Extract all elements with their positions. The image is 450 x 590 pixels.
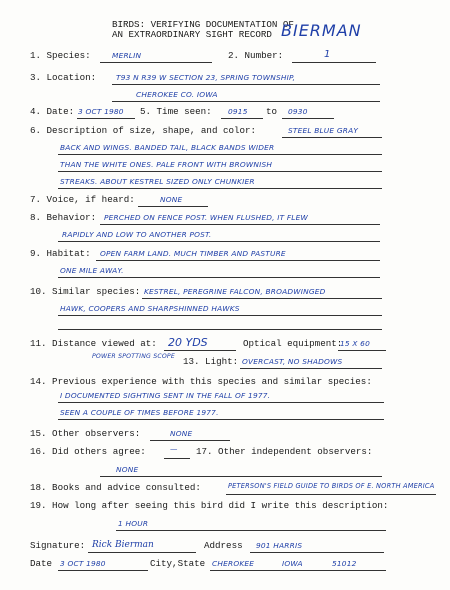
independent-value: NONE (116, 465, 139, 474)
behavior-label: 8. Behavior: (30, 212, 97, 223)
light-underline (240, 368, 382, 369)
location-underline-2 (112, 101, 380, 102)
others-agree-value: — (170, 445, 178, 454)
time-to-value: 0930 (288, 107, 308, 116)
location-underline-1 (112, 84, 380, 85)
behavior-underline-2 (58, 241, 380, 242)
description-underline-3 (58, 171, 382, 172)
how-long-value: 1 HOUR (118, 519, 149, 528)
experience-value-line2: SEEN A COUPLE OF TIMES BEFORE 1977. (60, 408, 219, 417)
description-value-line3: THAN THE WHITE ONES. PALE FRONT WITH BROWNISH (60, 160, 273, 169)
similar-underline-1 (142, 298, 382, 299)
description-underline-4 (58, 188, 382, 189)
description-underline-2 (58, 154, 382, 155)
author-name: BIERMAN (281, 21, 362, 40)
optical-value-line2: POWER SPOTTING SCOPE (92, 353, 175, 360)
habitat-underline-1 (96, 260, 380, 261)
time-to-underline (282, 118, 334, 119)
optical-underline (338, 350, 386, 351)
optical-value: 15 X 60 (340, 339, 370, 348)
location-label: 3. Location: (30, 72, 97, 83)
voice-value: NONE (160, 195, 183, 204)
books-label: 18. Books and advice consulted: (30, 482, 201, 493)
habitat-value-line2: ONE MILE AWAY. (60, 266, 124, 275)
location-value-line2: CHEROKEE CO. IOWA (136, 90, 218, 99)
others-agree-underline (164, 458, 190, 459)
time-from-underline (221, 118, 263, 119)
species-value: MERLIN (112, 51, 142, 60)
others-agree-label: 16. Did others agree: (30, 446, 146, 457)
similar-underline-3 (58, 329, 382, 330)
similar-underline-2 (58, 315, 382, 316)
how-long-label: 19. How long after seeing this bird did I write this description: (30, 500, 389, 511)
time-to-label: to (266, 106, 278, 117)
experience-underline-1 (58, 402, 384, 403)
location-value-line1: T93 N R39 W SECTION 23, SPRING TOWNSHIP, (116, 73, 296, 82)
habitat-value-line1: OPEN FARM LAND. MUCH TIMBER AND PASTURE (100, 249, 286, 258)
date2-label: Date (30, 558, 53, 569)
voice-label: 7. Voice, if heard: (30, 194, 135, 205)
similar-label: 10. Similar species: (30, 286, 141, 297)
distance-value: 20 YDS (168, 336, 208, 349)
time-from-value: 0915 (228, 107, 248, 116)
address-value: 901 HARRIS (256, 541, 303, 550)
date-label: 4. Date: (30, 106, 75, 117)
experience-value-line1: I DOCUMENTED SIGHTING SENT IN THE FALL OF 1977. (60, 391, 271, 400)
behavior-value-line2: RAPIDLY AND LOW TO ANOTHER POST. (62, 230, 212, 239)
number-label: 2. Number: (228, 50, 284, 61)
behavior-value-line1: PERCHED ON FENCE POST. WHEN FLUSHED, IT FLEW (104, 213, 309, 222)
date2-underline (58, 570, 148, 571)
signature-label: Signature: (30, 540, 86, 551)
books-value: PETERSON'S FIELD GUIDE TO BIRDS OF E. NORTH AMERICA (228, 482, 435, 490)
description-value-line1: STEEL BLUE GRAY (288, 126, 359, 135)
description-value-line2: BACK AND WINGS. BANDED TAIL, BLACK BANDS WIDER (60, 143, 275, 152)
signature-underline (88, 552, 196, 553)
observers-underline (150, 440, 230, 441)
independent-underline (100, 476, 382, 477)
form-title-line1: BIRDS: VERIFYING DOCUMENTATION OF (112, 19, 294, 30)
description-underline-1 (282, 137, 382, 138)
zip-value: 51012 (332, 559, 357, 568)
number-underline (292, 62, 376, 63)
date2-value: 3 OCT 1980 (60, 559, 106, 568)
signature-value: Rick Bierman (92, 540, 154, 550)
books-underline (226, 494, 436, 495)
observers-label: 15. Other observers: (30, 428, 141, 439)
distance-label: 11. Distance viewed at: (30, 338, 157, 349)
habitat-label: 9. Habitat: (30, 248, 91, 259)
address-underline (250, 552, 384, 553)
light-label: 13. Light: (183, 356, 239, 367)
experience-underline-2 (58, 419, 384, 420)
how-long-underline (116, 530, 386, 531)
city-value: CHEROKEE (212, 559, 255, 568)
voice-underline (138, 206, 208, 207)
observers-value: NONE (170, 429, 193, 438)
citystate-underline (210, 570, 386, 571)
time-label: 5. Time seen: (140, 106, 212, 117)
address-label: Address (204, 540, 243, 551)
number-value: 1 (324, 49, 331, 60)
similar-value-line2: HAWK, COOPERS AND SHARPSHINNED HAWKS (60, 304, 240, 313)
behavior-underline-1 (100, 224, 380, 225)
description-label: 6. Description of size, shape, and color: (30, 125, 257, 136)
citystate-label: City,State (150, 558, 206, 569)
optical-label: Optical equipment: (243, 338, 343, 349)
distance-underline (164, 350, 236, 351)
date-value: 3 OCT 1980 (78, 107, 124, 116)
species-underline (100, 62, 212, 63)
date-underline (77, 118, 135, 119)
habitat-underline-2 (58, 277, 380, 278)
independent-label: 17. Other independent observers: (196, 446, 373, 457)
similar-value-line1: KESTREL, PEREGRINE FALCON, BROADWINGED (144, 287, 326, 296)
species-label: 1. Species: (30, 50, 91, 61)
form-title-line2: AN EXTRAORDINARY SIGHT RECORD (112, 29, 272, 40)
light-value: OVERCAST, NO SHADOWS (242, 357, 343, 366)
experience-label: 14. Previous experience with this species and similar species: (30, 376, 372, 387)
description-value-line4: STREAKS. ABOUT KESTREL SIZED ONLY CHUNKIER (60, 177, 255, 186)
state-value: IOWA (282, 559, 303, 568)
